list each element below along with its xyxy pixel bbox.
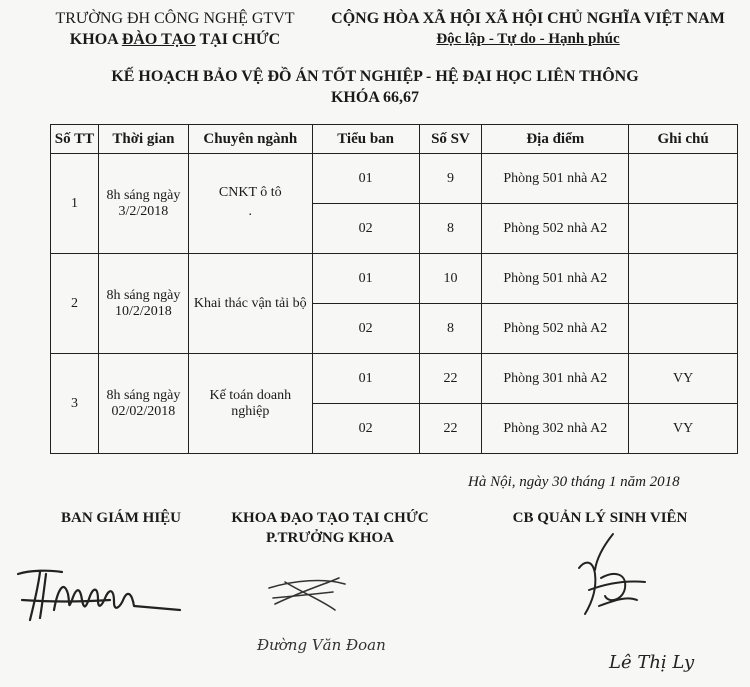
cell-note: VY: [629, 354, 738, 404]
cell-student-count: 8: [419, 204, 482, 254]
table-row: [51, 354, 738, 404]
cell-note: [629, 204, 738, 254]
cell-location: Phòng 501 nhà A2: [482, 154, 629, 204]
cell-location: Phòng 501 nhà A2: [482, 254, 629, 304]
cell-stt: 3: [51, 354, 99, 454]
cell-subcommittee: 02: [312, 204, 419, 254]
cell-stt: 1: [51, 154, 99, 254]
header-right: [318, 8, 738, 50]
header-left: [40, 8, 310, 50]
col-header-major: Chuyên ngành: [188, 125, 312, 154]
cell-time: 8h sáng ngày 10/2/2018: [98, 254, 188, 354]
cell-location: Phòng 302 nhà A2: [482, 404, 629, 454]
cell-student-count: 9: [419, 154, 482, 204]
table-row: [51, 154, 738, 204]
col-header-stt: Số TT: [51, 125, 99, 154]
cell-note: VY: [629, 404, 738, 454]
stray-mark: .: [248, 203, 253, 219]
cell-major: Khai thác vận tải bộ: [188, 254, 312, 354]
col-header-note: Ghi chú: [629, 125, 738, 154]
cell-location: Phòng 502 nhà A2: [482, 304, 629, 354]
cell-stt: 2: [51, 254, 99, 354]
cell-location: Phòng 301 nhà A2: [482, 354, 629, 404]
col-header-subcommittee: Tiểu ban: [312, 125, 419, 154]
signature-title-faculty: [210, 508, 450, 548]
document-title: [0, 66, 750, 108]
faculty-name: KHOA ĐÀO TẠO TẠI CHỨC: [69, 31, 281, 48]
faculty-signature: [255, 570, 455, 670]
cell-subcommittee: 02: [312, 404, 419, 454]
cell-time: 8h sáng ngày 3/2/2018: [98, 154, 188, 254]
cell-student-count: 8: [419, 304, 482, 354]
cell-student-count: 22: [419, 404, 482, 454]
title-line-1: KẾ HOẠCH BẢO VỆ ĐỒ ÁN TỐT NGHIỆP - HỆ ĐẠI HỌC LIÊN THÔNG: [111, 68, 639, 85]
cell-student-count: 22: [419, 354, 482, 404]
cell-subcommittee: 01: [312, 254, 419, 304]
cell-student-count: 10: [419, 254, 482, 304]
col-header-time: Thời gian: [98, 125, 188, 154]
student-manager-signature: [565, 530, 745, 680]
cell-note: [629, 254, 738, 304]
cell-subcommittee: 01: [312, 354, 419, 404]
col-header-student-count: Số SV: [419, 125, 482, 154]
table-row: [51, 254, 738, 304]
title-line-2: KHÓA 66,67: [330, 89, 419, 106]
col-header-location: Địa điểm: [482, 125, 629, 154]
cell-note: [629, 154, 738, 204]
faculty-subtitle: P.TRƯỞNG KHOA: [265, 530, 395, 546]
signature-title-student-manager: CB QUẢN LÝ SINH VIÊN: [512, 510, 688, 526]
board-signature: [10, 560, 190, 630]
table-header-row: [51, 125, 738, 154]
student-manager-name: Lê Thị Ly: [609, 652, 695, 673]
cell-time: 8h sáng ngày 02/02/2018: [98, 354, 188, 454]
cell-note: [629, 304, 738, 354]
cell-location: Phòng 502 nhà A2: [482, 204, 629, 254]
date-line: Hà Nội, ngày 30 tháng 1 năm 2018: [468, 474, 680, 490]
faculty-title: KHOA ĐẠO TẠO TẠI CHỨC: [231, 510, 429, 526]
faculty-signer-name: Đường Văn Đoan: [257, 636, 386, 654]
cell-subcommittee: 01: [312, 154, 419, 204]
cell-major: CNKT ô tô .: [188, 154, 312, 254]
schedule-table: [50, 124, 738, 454]
cell-subcommittee: 02: [312, 304, 419, 354]
school-name: TRƯỜNG ĐH CÔNG NGHỆ GTVT: [55, 10, 295, 27]
nation-name: CỘNG HÒA XÃ HỘI XÃ HỘI CHỦ NGHĨA VIỆT NAM: [331, 10, 725, 27]
motto: Độc lập - Tự do - Hạnh phúc: [436, 31, 620, 47]
cell-major: Kế toán doanh nghiệp: [188, 354, 312, 454]
signature-title-board: BAN GIÁM HIỆU: [60, 510, 181, 526]
